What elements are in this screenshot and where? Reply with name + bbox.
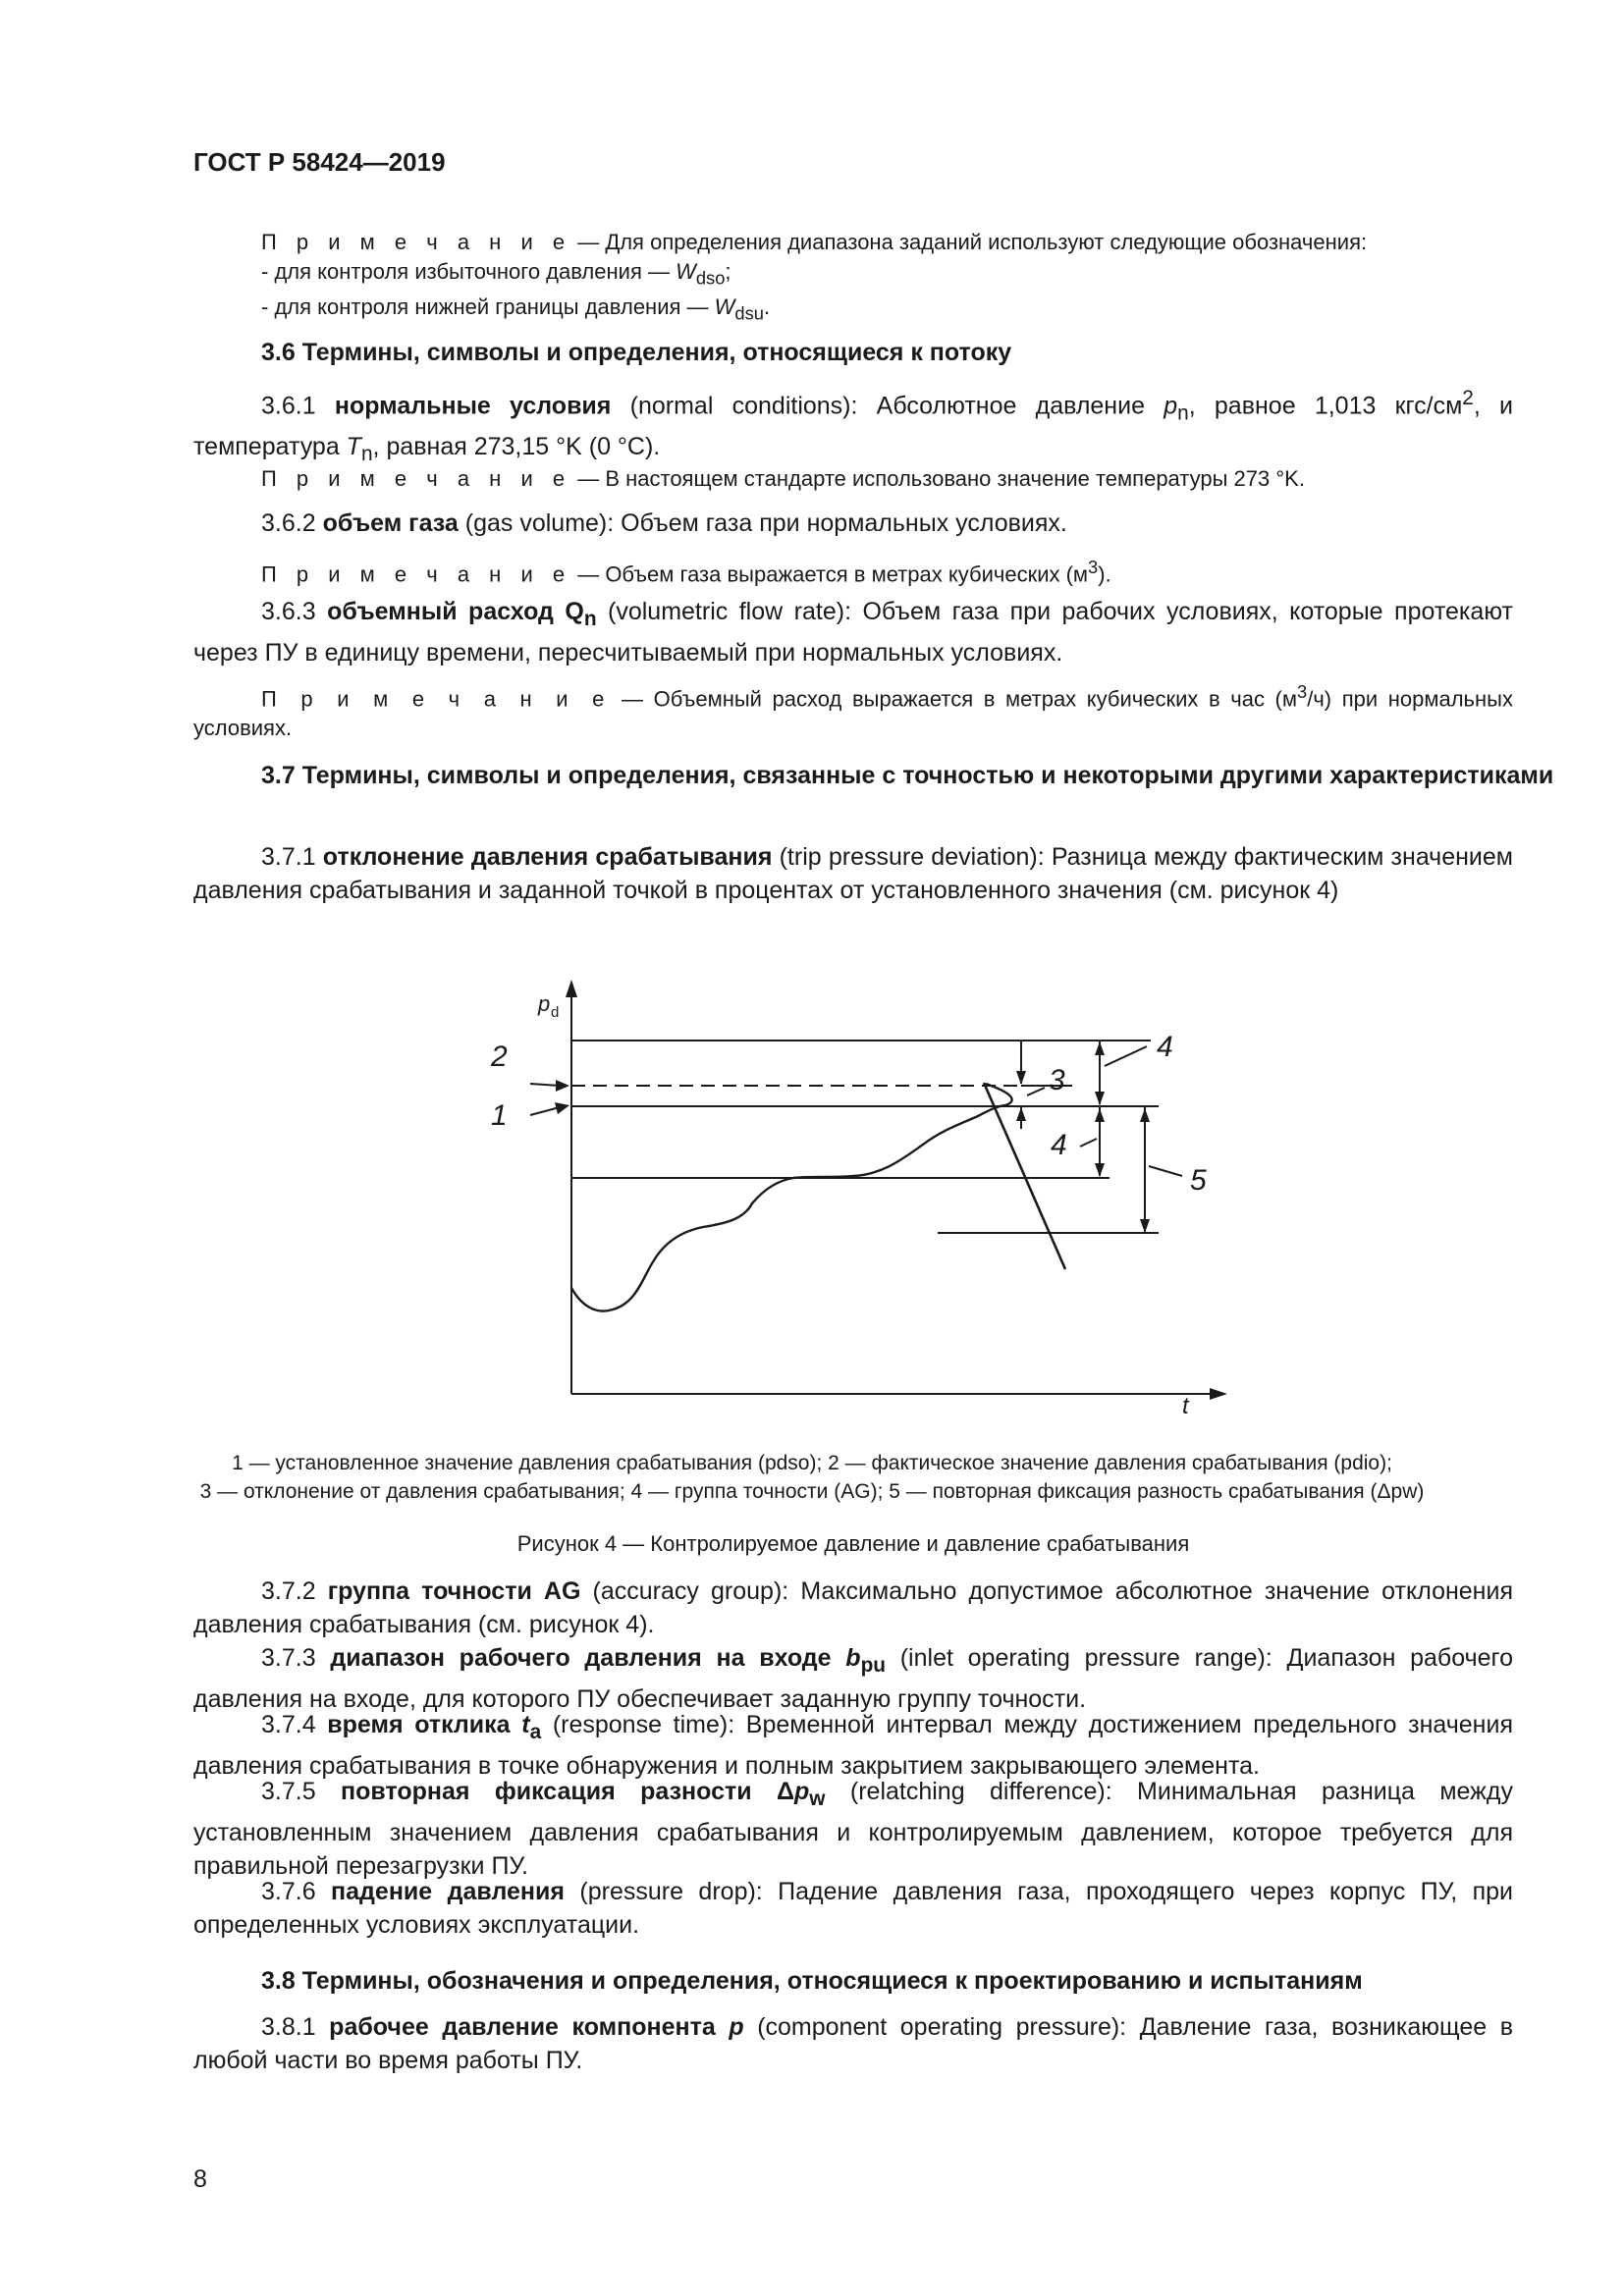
term-3-7-6: [193, 1875, 1513, 1942]
y-axis-label: p: [538, 991, 551, 1016]
term-def: , и температура: [193, 392, 1514, 461]
term-name: группа точности AG: [327, 1577, 581, 1605]
callout-3: 3: [1049, 1064, 1065, 1096]
symbol: W: [676, 259, 696, 284]
term-number: 3.7.6: [261, 1878, 332, 1905]
callout-4-lower: 4: [1051, 1129, 1067, 1161]
term-number: 3.6.1: [261, 392, 335, 420]
callout-2: 2: [491, 1041, 508, 1073]
term-number: 3.6.2: [261, 509, 323, 537]
legend-line-1: 1 — установленное значение давления срабатывания (pdso); 2 — фактическое значение давления срабатывания (pdio);: [232, 1452, 1392, 1474]
subscript: n: [1177, 401, 1189, 425]
subscript: a: [529, 1721, 542, 1743]
legend-line-2: 3 — отклонение от давления срабатывания; 4 — группа точности (AG); 5 — повторная фиксация разность срабатывания (Δpw): [199, 1480, 1425, 1503]
punct: ;: [725, 259, 731, 284]
term-def: (volumetric flow rate): Объем газа при рабочих условиях, которые протекают через ПУ в единицу времени, пересчитываемый при нормальных условиях.: [193, 598, 1513, 667]
note-text: — Объем газа выражается в метрах кубических (м: [571, 561, 1089, 587]
term-number: 3.7.5: [261, 1778, 342, 1805]
note-label: П р и м е ч а н и е: [261, 561, 572, 587]
y-axis-subscript: d: [551, 1004, 560, 1021]
note-label: П р и м е ч а н и е: [261, 686, 612, 712]
term-name: рабочее давление компонента: [329, 2013, 730, 2041]
callout-5: 5: [1190, 1164, 1207, 1197]
pressure-drop-line: [984, 1083, 1065, 1269]
callout-1-arrow: [530, 1107, 560, 1115]
term-def: (normal conditions): Абсолютное давление: [611, 392, 1164, 420]
term-3-7-3: [193, 1641, 1513, 1716]
page-number: 8: [193, 2165, 207, 2193]
term-name: объемный расход Q: [327, 598, 584, 625]
term-name: повторная фиксация разности Δ: [341, 1778, 794, 1805]
term-def: (inlet operating pressure range): Диапазон рабочего давления на входе, для которого ПУ обеспечивает заданную группу точности.: [193, 1644, 1513, 1713]
term-def: (relatching difference): Минимальная разница между установленным значением давления срабатывания и контролируемым давлением, которое требуется для правильной перезагрузки ПУ.: [193, 1778, 1513, 1880]
superscript: 2: [1462, 387, 1474, 409]
callout-1: 1: [491, 1099, 508, 1132]
term-number: 3.6.3: [261, 598, 328, 625]
subscript: n: [360, 443, 373, 466]
punct: .: [763, 294, 771, 320]
symbol: p: [794, 1778, 810, 1805]
figure-title: Рисунок 4 — Контролируемое давление и давление срабатывания: [516, 1531, 1190, 1556]
term-3-7-2: [193, 1575, 1513, 1641]
x-axis-label: t: [1182, 1393, 1189, 1419]
section-heading-3-6: 3.6 Термины, символы и определения, относящиеся к потоку: [261, 339, 1012, 366]
term-name: нормальные условия: [334, 392, 612, 420]
symbol: W: [714, 294, 735, 320]
note-label: П р и м е ч а н и е: [261, 466, 572, 491]
symbol: b: [845, 1644, 861, 1672]
standard-header: ГОСТ Р 58424—2019: [193, 147, 446, 177]
symbol: p: [729, 2013, 744, 2041]
term-def: (component operating pressure): Давление газа, возникающее в любой части во время работы ПУ.: [193, 2013, 1513, 2074]
subscript: dso: [695, 267, 726, 289]
term-number: 3.8.1: [261, 2013, 330, 2041]
section-heading-3-8: 3.8 Термины, обозначения и определения, относящиеся к проектированию и испытаниям: [261, 1967, 1363, 1995]
figure-legend: [147, 1449, 1477, 1506]
section-heading-3-7: 3.7 Термины, символы и определения, связанные с точностью и некоторыми другими характеристиками: [261, 762, 1554, 789]
note-text: — В настоящем стандарте использовано значение температуры 273 °K.: [571, 466, 1305, 491]
callout-4-upper: 4: [1157, 1031, 1173, 1063]
subscript: pu: [860, 1654, 887, 1677]
term-name: падение давления: [331, 1878, 565, 1905]
subscript: n: [583, 608, 597, 630]
term-3-7-4: [193, 1708, 1513, 1783]
term-def: (accuracy group): Максимально допустимое абсолютное значение отклонения давления срабатывания (см. рисунок 4).: [193, 1577, 1513, 1638]
pressure-curve: [571, 1084, 1012, 1311]
subscript: dsu: [734, 302, 764, 324]
term-3-8-1: [193, 2010, 1513, 2077]
y-axis-arrow: [566, 980, 577, 997]
term-name: объем газа: [322, 509, 459, 537]
note-text: — Для определения диапазона заданий используют следующие обозначения:: [571, 230, 1368, 254]
term-def: (gas volume): Объем газа при нормальных условиях.: [458, 509, 1067, 537]
term-def: , равное 1,013 кгс/см: [1188, 392, 1463, 420]
term-def: (response time): Временной интервал между достижением предельного значения давления срабатывания в точке обнаружения и полным закрытием закрывающего элемента.: [193, 1711, 1513, 1780]
term-3-7-5: [193, 1775, 1513, 1883]
symbol: t: [521, 1711, 530, 1738]
superscript: 3: [1088, 557, 1099, 577]
x-axis-arrow: [1210, 1388, 1227, 1400]
term-name: время отклика: [327, 1711, 522, 1738]
term-name: диапазон рабочего давления на входе: [330, 1644, 846, 1672]
note-item-text: - для контроля нижней границы давления —: [261, 294, 715, 320]
term-def: (pressure drop): Падение давления газа, проходящего через корпус ПУ, при определенных условиях эксплуатации.: [193, 1878, 1514, 1939]
term-def: (trip pressure deviation): Разница между фактическим значением давления срабатывания и заданной точкой в процентах от установленного значения (см. рисунок 4): [193, 843, 1513, 904]
note-text: — Объемный расход выражается в метрах кубических в час (м: [611, 686, 1298, 712]
term-name: отклонение давления срабатывания: [322, 843, 773, 871]
note-label: П р и м е ч а н и е: [261, 230, 572, 254]
term-number: 3.7.1: [261, 843, 323, 871]
symbol: T: [346, 433, 361, 461]
symbol: p: [1164, 392, 1178, 420]
term-number: 3.7.3: [261, 1644, 331, 1672]
term-number: 3.7.2: [261, 1577, 328, 1605]
term-number: 3.7.4: [261, 1711, 328, 1738]
note-text: ).: [1098, 561, 1111, 587]
callout-2-arrow: [530, 1084, 560, 1086]
subscript: w: [809, 1788, 826, 1810]
note-text: /ч) при нормальных условиях.: [193, 686, 1513, 741]
superscript: 3: [1297, 681, 1308, 702]
note-item-text: - для контроля избыточного давления —: [261, 259, 677, 284]
term-def: , равная 273,15 °K (0 °C).: [372, 433, 661, 461]
